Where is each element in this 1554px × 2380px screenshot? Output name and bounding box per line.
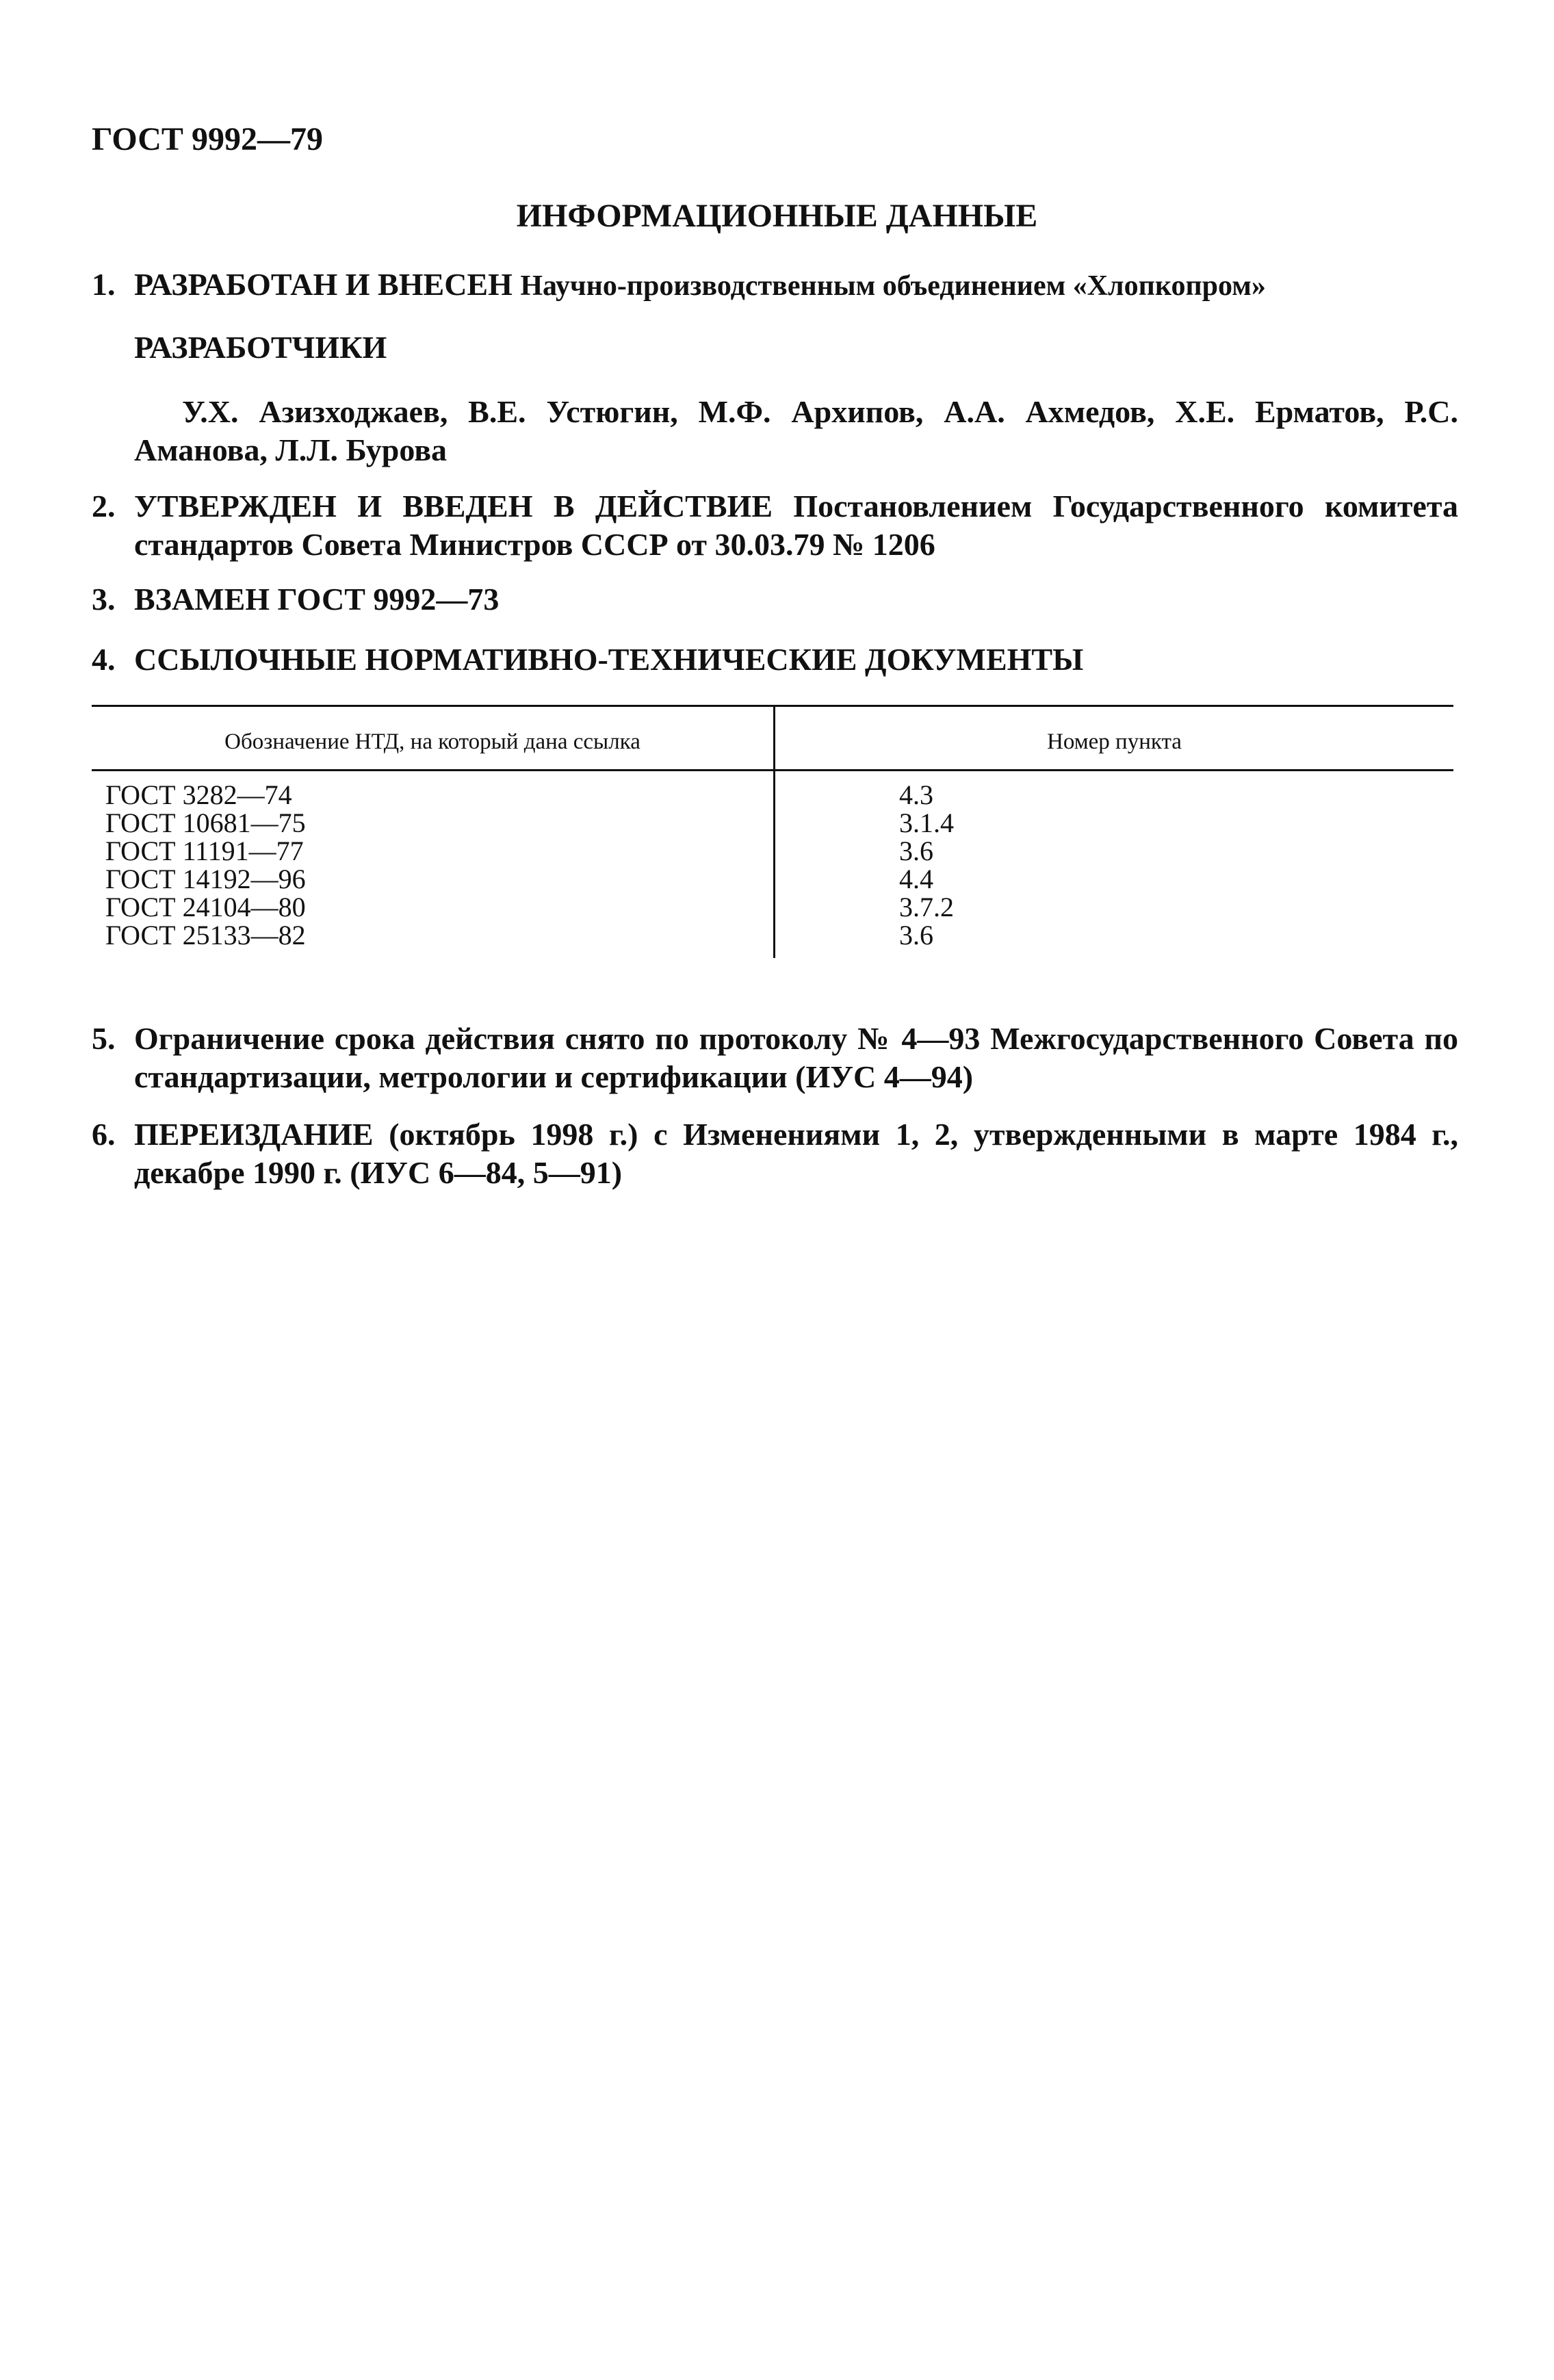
item-number: 5. xyxy=(92,1021,116,1056)
table-cell-designation: ГОСТ 25133—82 xyxy=(105,920,306,950)
table-cell-clause: 3.7.2 xyxy=(899,892,954,922)
item-2-text: Постановлением Государственного комитета стандартов Совета Министров СССР от 30.03.79 № 1206 xyxy=(134,489,1458,562)
item-4-heading: ССЫЛОЧНЫЕ НОРМАТИВНО-ТЕХНИЧЕСКИЕ ДОКУМЕНТЫ xyxy=(134,642,1084,677)
table-cell-designation: ГОСТ 3282—74 xyxy=(105,779,292,810)
item-3-heading: ВЗАМЕН ГОСТ 9992—73 xyxy=(134,582,500,617)
item-1-text: Научно-производственным объединением «Хлопкопром» xyxy=(520,270,1266,302)
item-number: 3. xyxy=(92,582,116,617)
item-5 xyxy=(134,1020,1458,1096)
item-number: 2. xyxy=(92,489,116,523)
column-header-clause: Номер пункта xyxy=(1047,729,1182,754)
item-3 xyxy=(134,580,1458,619)
developers-label: РАЗРАБОТЧИКИ xyxy=(134,330,387,365)
item-1 xyxy=(134,266,1458,305)
table-cell-clause: 3.6 xyxy=(899,836,933,866)
item-number: 4. xyxy=(92,642,116,677)
item-6 xyxy=(134,1115,1458,1192)
table-header-rule xyxy=(92,769,1453,771)
table-cell-clause: 3.6 xyxy=(899,920,933,950)
table-cell-designation: ГОСТ 10681—75 xyxy=(105,807,306,838)
page-title: ИНФОРМАЦИОННЫЕ ДАННЫЕ xyxy=(516,198,1038,234)
column-header-designation: Обозначение НТД, на который дана ссылка xyxy=(224,729,640,754)
document-code: ГОСТ 9992—79 xyxy=(92,121,323,157)
table-cell-designation: ГОСТ 11191—77 xyxy=(105,836,304,866)
developers-names: У.Х. Азизходжаев, В.Е. Устюгин, М.Ф. Архипов, А.А. Ахмедов, Х.Е. Ерматов, Р.С. Аманова, Л.Л. Бурова xyxy=(134,394,1458,467)
item-number: 6. xyxy=(92,1117,116,1152)
item-5-text: Ограничение срока действия снято по протоколу № 4—93 Межгосударственного Совета по стандартизации, метрологии и сертификации (ИУС 4—94) xyxy=(134,1021,1458,1094)
item-2-heading: УТВЕРЖДЕН И ВВЕДЕН В ДЕЙСТВИЕ xyxy=(134,489,773,523)
item-6-text: (октябрь 1998 г.) с Изменениями 1, 2, утвержденными в марте 1984 г., декабре 1990 г. (ИУС 6—84, 5—91) xyxy=(134,1117,1458,1190)
item-number: 1. xyxy=(92,267,116,302)
table-cell-clause: 3.1.4 xyxy=(899,807,954,838)
item-4 xyxy=(134,641,1458,679)
table-cell-designation: ГОСТ 24104—80 xyxy=(105,892,306,922)
item-6-heading: ПЕРЕИЗДАНИЕ xyxy=(134,1117,374,1152)
table-top-rule xyxy=(92,705,1453,707)
table-cell-clause: 4.4 xyxy=(899,864,933,894)
item-1-heading: РАЗРАБОТАН И ВНЕСЕН xyxy=(134,267,513,302)
table-cell-designation: ГОСТ 14192—96 xyxy=(105,864,306,894)
item-2 xyxy=(134,487,1458,564)
table-cell-clause: 4.3 xyxy=(899,779,933,810)
